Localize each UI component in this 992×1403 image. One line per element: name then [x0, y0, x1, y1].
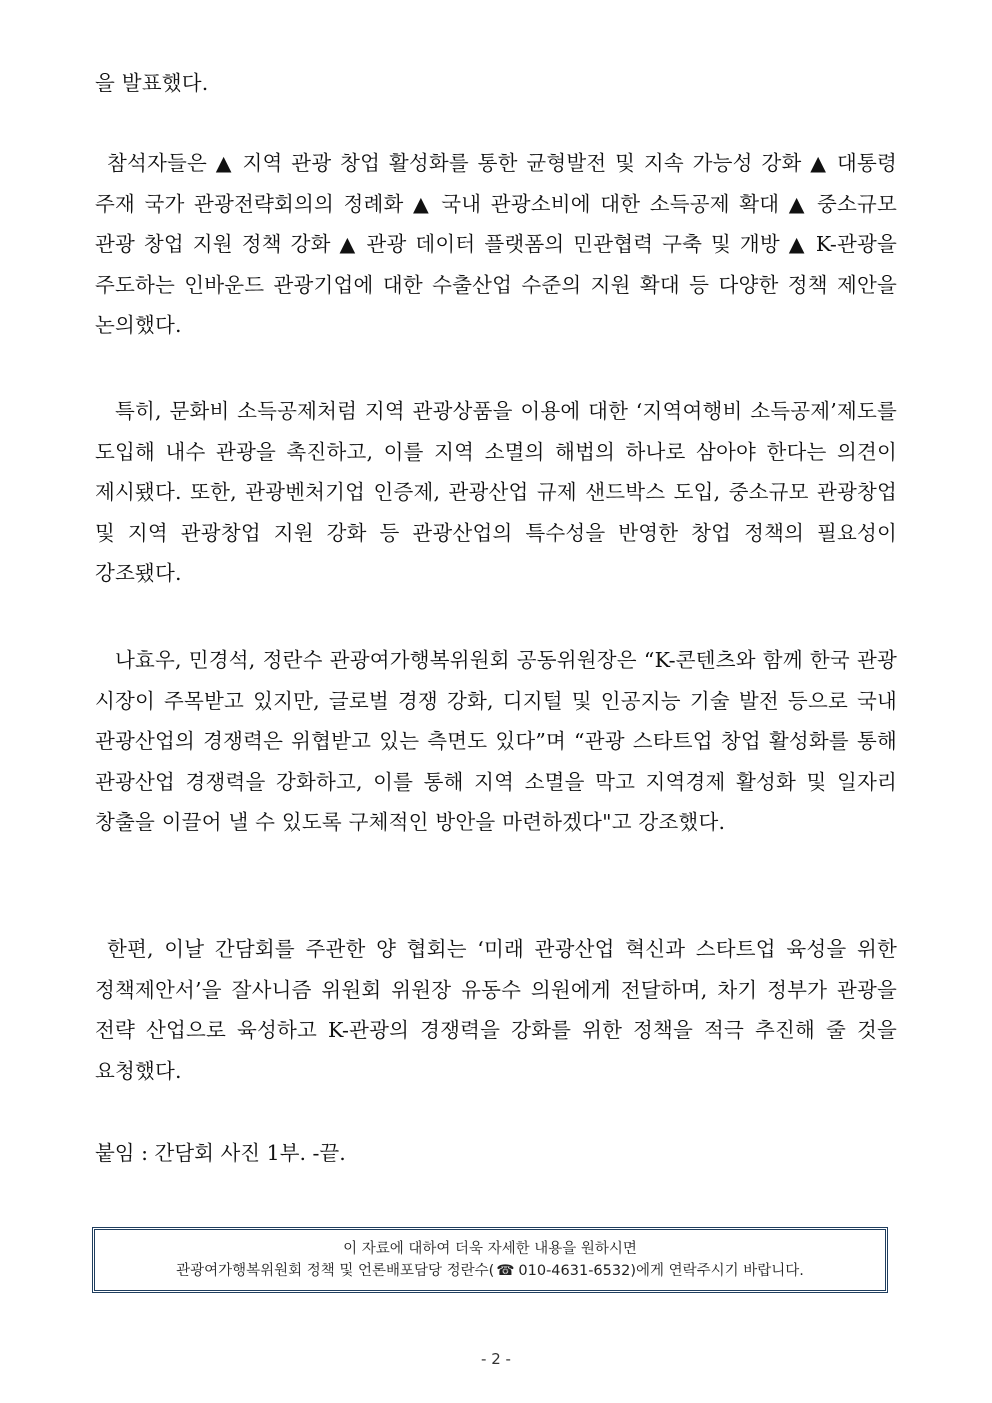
contact-line-2	[176, 1260, 804, 1282]
paragraph-co-chair-quote: 나효우, 민경석, 정란수 관광여가행복위원회 공동위원장은 “K-콘텐츠와 함께 한국 관광 시장이 주목받고 있지만, 글로벌 경쟁 강화, 디지털 및 인공지능 기술 발전 등으로 국내 관광산업의 경쟁력은 위협받고 있는 측면도 있다”며 “관광 스타트업 창업 활성화를 통해 관광산업 경쟁력을 강화하고, 이를 통해 지역 소멸을 막고 지역경제 활성화 및 일자리 창출을 이끌어 낼 수 있도록 구체적인 방안을 마련하겠다"고 강조했다.	[95, 648, 897, 834]
paragraph-policy-delivery: 한편, 이날 간담회를 주관한 양 협회는 ‘미래 관광산업 혁신과 스타트업 육성을 위한 정책제안서’을 잘사니즘 위원회 위원장 유동수 의원에게 전달하며, 차기 정부가 관광을 전략 산업으로 육성하고 K-관광의 경쟁력을 강화를 위한 정책을 적극 추진해 줄 것을 요청했다.	[95, 937, 897, 1083]
page-number: - 2 -	[481, 1350, 511, 1368]
contact-prefix: 관광여가행복위원회 정책 및 언론배포담당 정란수(	[176, 1263, 495, 1279]
phone-number: 010-4631-6532	[518, 1263, 631, 1279]
contact-line-1: 이 자료에 대하여 더욱 자세한 내용을 원하시면	[343, 1241, 637, 1257]
phone-icon: ☎	[496, 1263, 515, 1279]
continued-line: 을 발표했다.	[95, 71, 209, 95]
contact-box	[92, 1227, 888, 1293]
paragraph-travel-tax-deduction: 특히, 문화비 소득공제처럼 지역 관광상품을 이용에 대한 ‘지역여행비 소득공제’제도를 도입해 내수 관광을 촉진하고, 이를 지역 소멸의 해법의 하나로 삼아야 한다는 의견이 제시됐다. 또한, 관광벤처기업 인증제, 관광산업 규제 샌드박스 도입, 중소규모 관광창업 및 지역 관광창업 지원 강화 등 관광산업의 특수성을 반영한 창업 정책의 필요성이 강조됐다.	[95, 399, 897, 585]
paragraph-policy-proposals: 참석자들은 ▲ 지역 관광 창업 활성화를 통한 균형발전 및 지속 가능성 강화 ▲ 대통령 주재 국가 관광전략회의의 정례화 ▲ 국내 관광소비에 대한 소득공제 확대 ▲ 중소규모 관광 창업 지원 정책 강화 ▲ 관광 데이터 플랫폼의 민관협력 구축 및 개방 ▲ K-관광을 주도하는 인바운드 관광기업에 대한 수출산업 수준의 지원 확대 등 다양한 정책 제안을 논의했다.	[95, 151, 897, 337]
contact-suffix: )에게 연락주시기 바랍니다.	[630, 1263, 804, 1279]
attachment-note: 붙임 : 간담회 사진 1부. -끝.	[95, 1141, 346, 1165]
